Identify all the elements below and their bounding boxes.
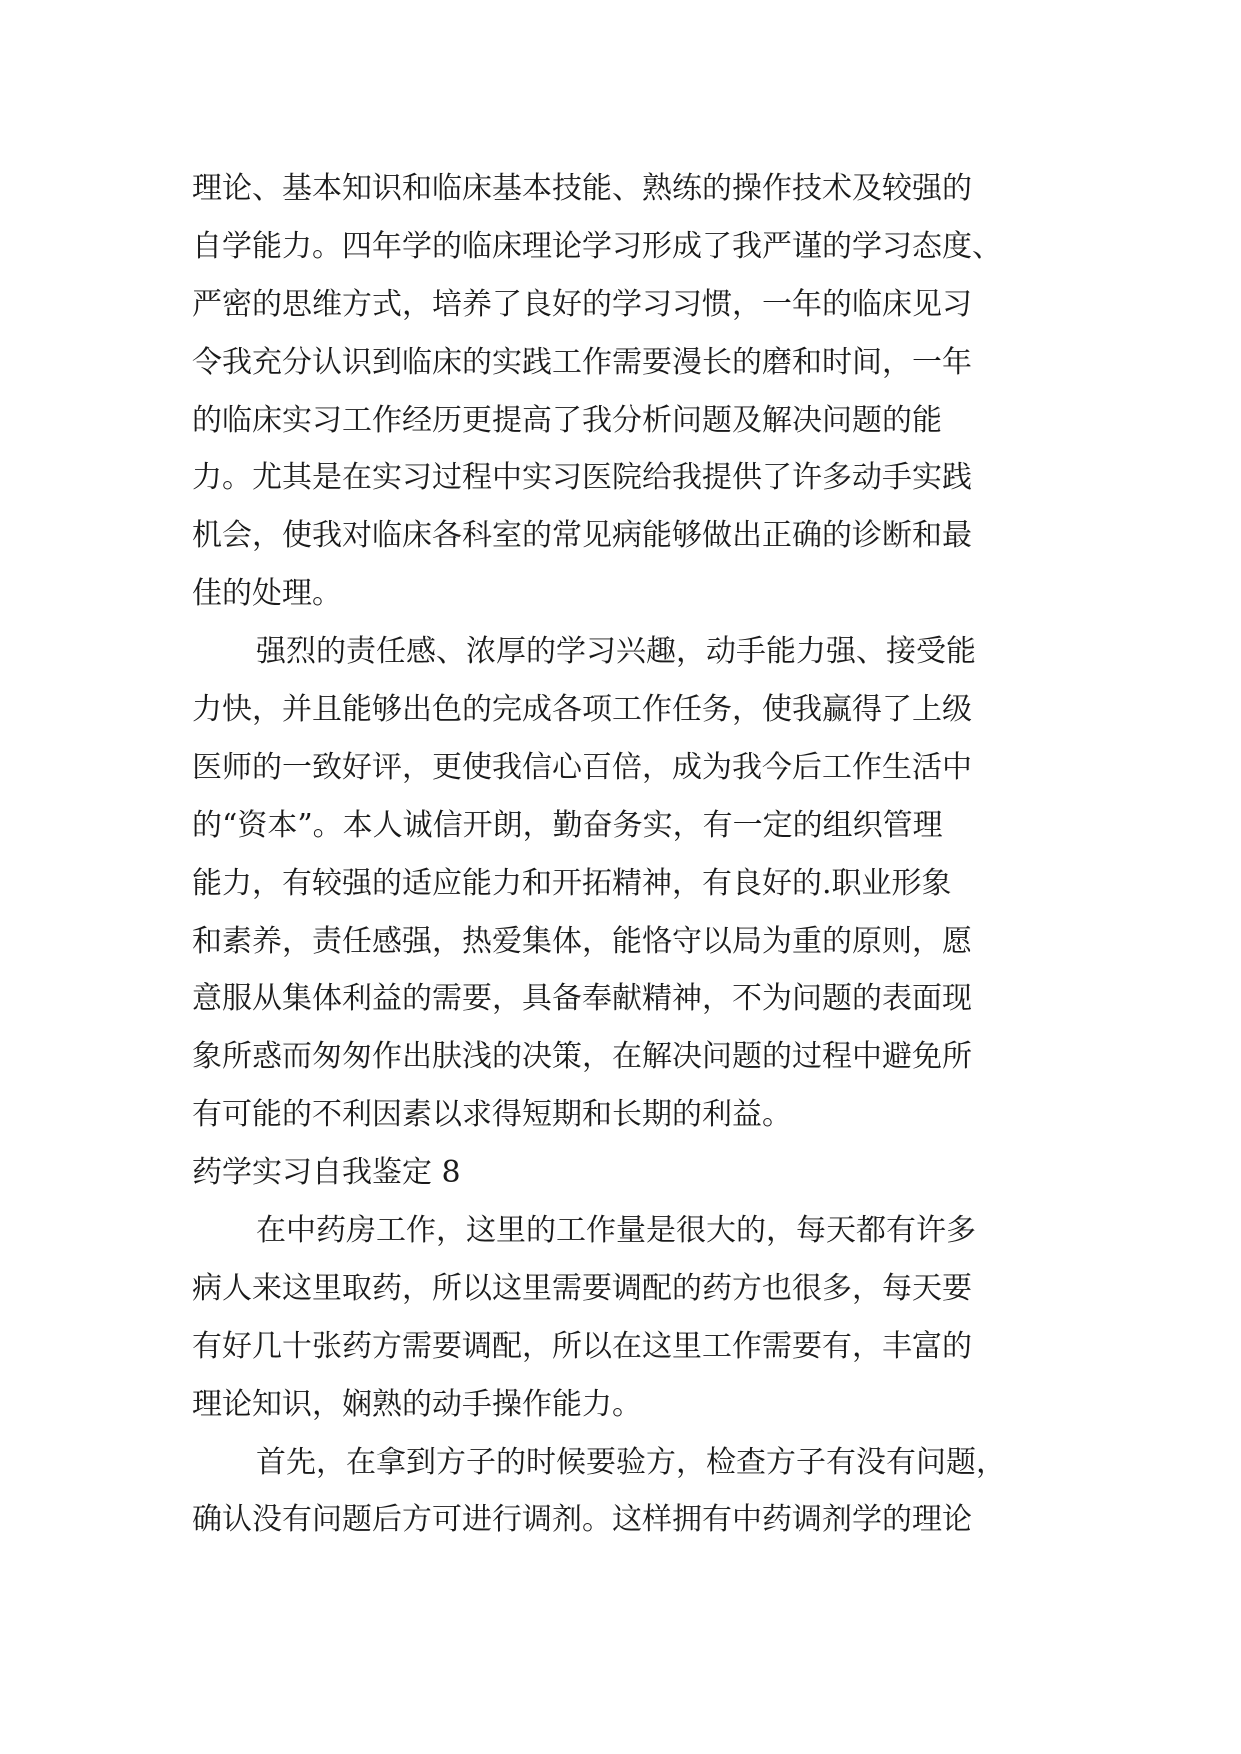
text-line: 象所惑而匆匆作出肤浅的决策，在解决问题的过程中避免所 — [192, 1039, 972, 1075]
text-line: 有好几十张药方需要调配，所以在这里工作需要有，丰富的 — [192, 1328, 972, 1364]
text-line: 令我充分认识到临床的实践工作需要漫长的磨和时间，一年 — [192, 344, 972, 380]
text-line: 严密的思维方式，培养了良好的学习习惯，一年的临床见习 — [192, 286, 972, 322]
text-line: 佳的处理。 — [192, 576, 342, 612]
paragraph-first-line: 强烈的责任感、浓厚的学习兴趣，动手能力强、接受能 — [256, 634, 976, 670]
text-line: 有可能的不利因素以求得短期和长期的利益。 — [192, 1097, 792, 1133]
text-line: 理论、基本知识和临床基本技能、熟练的操作技术及较强的 — [192, 171, 972, 206]
text-line: 能力，有较强的适应能力和开拓精神，有良好的.职业形象 — [192, 865, 952, 901]
text-line: 力。尤其是在实习过程中实习医院给我提供了许多动手实践 — [192, 460, 972, 496]
section-heading: 药学实习自我鉴定 8 — [192, 1155, 461, 1191]
text-line: 机会，使我对临床各科室的常见病能够做出正确的诊断和最 — [192, 518, 972, 554]
text-line: 的临床实习工作经历更提高了我分析问题及解决问题的能 — [192, 402, 942, 438]
text-line: 医师的一致好评，更使我信心百倍，成为我今后工作生活中 — [192, 749, 972, 785]
paragraph-first-line: 在中药房工作，这里的工作量是很大的，每天都有许多 — [256, 1213, 976, 1249]
text-line: 和素养，责任感强，热爱集体，能恪守以局为重的原则，愿 — [192, 923, 972, 959]
paragraph-first-line: 首先，在拿到方子的时候要验方，检查方子有没有问题， — [256, 1444, 1006, 1480]
text-line: 理论知识，娴熟的动手操作能力。 — [192, 1386, 642, 1422]
text-line: 病人来这里取药，所以这里需要调配的药方也很多，每天要 — [192, 1270, 972, 1306]
text-line: 确认没有问题后方可进行调剂。这样拥有中药调剂学的理论 — [192, 1502, 972, 1538]
text-line: 自学能力。四年学的临床理论学习形成了我严谨的学习态度、 — [192, 228, 1002, 264]
document-body — [192, 160, 1092, 1549]
text-line: 意服从集体利益的需要，具备奉献精神，不为问题的表面现 — [192, 981, 972, 1017]
text-line: 的“资本”。本人诚信开朗，勤奋务实，有一定的组织管理 — [192, 807, 943, 843]
text-line: 力快，并且能够出色的完成各项工作任务，使我赢得了上级 — [192, 692, 972, 728]
